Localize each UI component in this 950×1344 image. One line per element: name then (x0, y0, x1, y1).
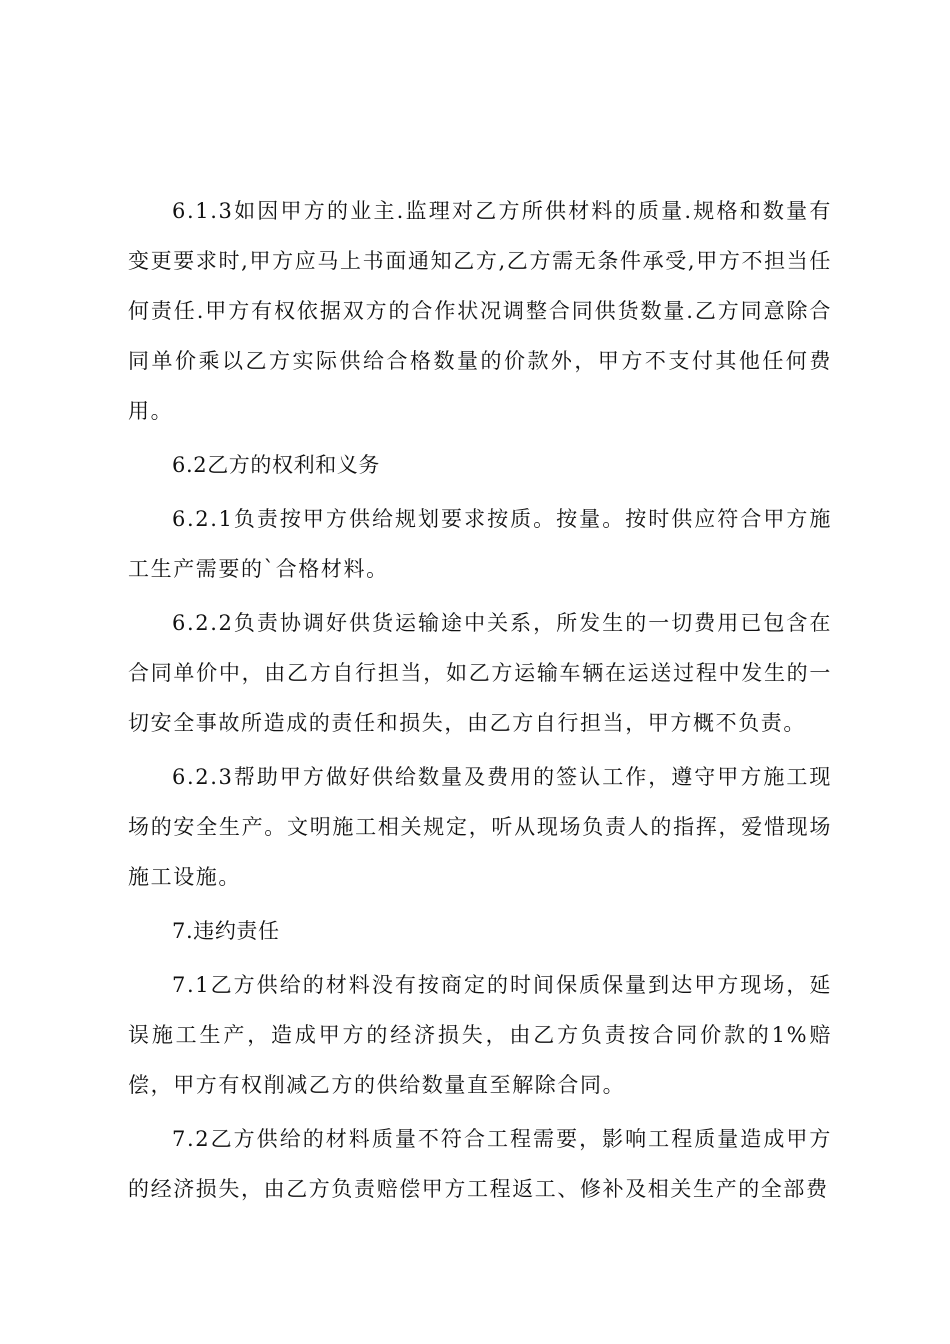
clause-7-1: 7.1乙方供给的材料没有按商定的时间保质保量到达甲方现场，延误施工生产，造成甲方的经济损失，由乙方负责按合同价款的1%赔偿，甲方有权削减乙方的供给数量直至解除合同。 (128, 973, 832, 1097)
document-body (128, 186, 832, 1214)
clause-6-2-1: 6.2.1负责按甲方供给规划要求按质。按量。按时供应符合甲方施工生产需要的`合格材料。 (128, 507, 832, 581)
clause-6-1-3: 6.1.3如因甲方的业主.监理对乙方所供材料的质量.规格和数量有变更要求时,甲方应马上书面通知乙方,乙方需无条件承受,甲方不担当任何责任.甲方有权依据双方的合作状况调整合同供货数量.乙方同意除合同单价乘以乙方实际供给合格数量的价款外，甲方不支付其他任何费用。 (128, 199, 832, 423)
clause-6-2-2: 6.2.2负责协调好供货运输途中关系，所发生的一切费用已包含在合同单价中，由乙方自行担当，如乙方运输车辆在运送过程中发生的一切安全事故所造成的责任和损失，由乙方自行担当，甲方概不负责。 (128, 611, 832, 735)
clause-6-2-3: 6.2.3帮助甲方做好供给数量及费用的签认工作，遵守甲方施工现场的安全生产。文明施工相关规定，听从现场负责人的指挥，爱惜现场施工设施。 (128, 765, 832, 889)
heading-6-2: 6.2乙方的权利和义务 (172, 453, 380, 477)
clause-7-2: 7.2乙方供给的材料质量不符合工程需要，影响工程质量造成甲方的经济损失，由乙方负责赔偿甲方工程返工、修补及相关生产的全部费 (128, 1127, 832, 1201)
heading-7: 7.违约责任 (172, 919, 280, 943)
